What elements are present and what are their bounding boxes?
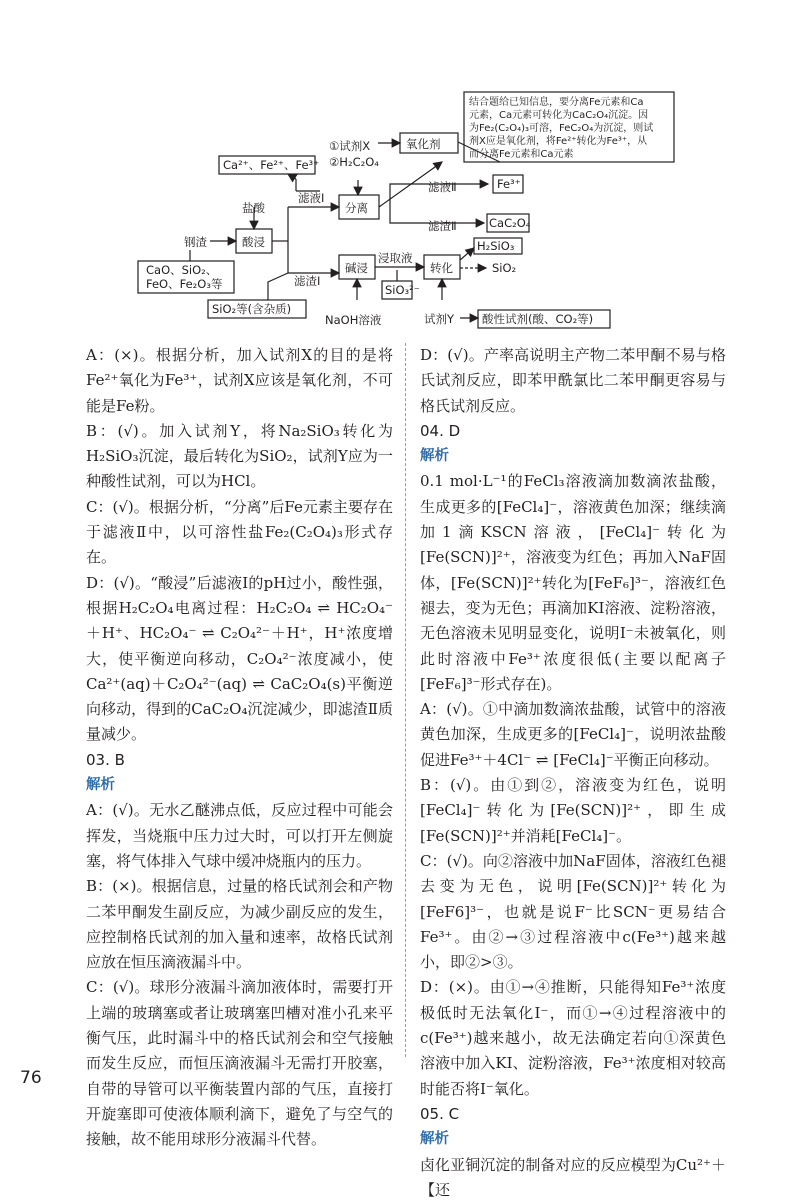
leachate-label: 浸取液 (378, 251, 413, 265)
slag-comp-line-1: CaO、SiO₂、 (146, 263, 217, 277)
slag-label: 钢渣 (184, 235, 207, 249)
note-line-4: 剂X应是氧化剂，将Fe²⁺转化为Fe³⁺，从 (469, 134, 647, 147)
convert-label: 转化 (430, 261, 453, 275)
analysis-heading: 解析 (420, 444, 726, 469)
analysis-heading: 解析 (420, 1127, 726, 1152)
left-column (86, 343, 393, 1153)
answer-paragraph: C：(√)。向②溶液中加NaF固体，溶液红色褪去变为无色，说明[Fe(SCN)]²⁺转化为[FeF6]³⁻，也就是说F⁻比SCN⁻更易结合Fe³⁺。由②→③过程溶液中c(Fe³⁺)越来越小，即②>③。 (420, 849, 726, 975)
acid-reagent-label: 酸性试剂(酸、CO₂等) (482, 312, 593, 326)
sio2-impurity-label: SiO₂等(含杂质) (212, 302, 291, 316)
slag-comp-line-2: FeO、Fe₂O₃等 (146, 277, 222, 291)
question-number: 03. B (86, 748, 393, 773)
answer-paragraph: B：(×)。根据信息，过量的格氏试剂会和产物二苯甲酮发生副反应，为减少副反应的发生，应控制格氏试剂的加入量和速率，故格氏试剂应放在恒压滴液漏斗中。 (86, 874, 393, 975)
answer-paragraph: C：(√)。根据分析，“分离”后Fe元素主要存在于滤液Ⅱ中，以可溶性盐Fe₂(C₂O₄)₃形式存在。 (86, 495, 393, 571)
answer-paragraph: A：(×)。根据分析，加入试剂X的目的是将Fe²⁺氧化为Fe³⁺，试剂X应该是氧化剂，不可能是Fe粉。 (86, 343, 393, 419)
sio2-label: SiO₂ (492, 261, 516, 275)
ions-label: Ca²⁺、Fe²⁺、Fe³⁺ (223, 158, 319, 172)
note-line-3: 为Fe₂(C₂O₄)₃可溶，FeC₂O₄为沉淀，则试 (469, 121, 653, 134)
reagent-x-label: ①试剂X (329, 139, 370, 153)
sio3-label: SiO₃²⁻ (385, 283, 420, 297)
reagent-y-label: 试剂Y (424, 312, 455, 326)
filtrate1-label: 滤液Ⅰ (298, 191, 324, 205)
note-line-2: 元素，Ca元素可转化为CaC₂O₄沉淀。因 (469, 108, 648, 121)
question-number: 05. C (420, 1102, 726, 1127)
answer-paragraph: A：(√)。①中滴加数滴浓盐酸，试管中的溶液黄色加深，生成更多的[FeCl₄]⁻，说明浓盐酸促进Fe³⁺＋4Cl⁻ ⇌ [FeCl₄]⁻平衡正向移动。 (420, 697, 726, 773)
residue2-label: 滤渣Ⅱ (428, 219, 457, 233)
answer-paragraph: D：(×)。由①→④推断，只能得知Fe³⁺浓度极低时无法氧化I⁻，而①→④过程溶液中的c(Fe³⁺)越来越小，故无法确定若向①深黄色溶液中加入KI、淀粉溶液，Fe³⁺浓度相对较高时能否将I⁻氧化。 (420, 975, 726, 1101)
hcl-label: 盐酸 (242, 201, 265, 215)
filtrate2-label: 滤液Ⅱ (428, 180, 457, 194)
process-flow-diagram (0, 0, 800, 340)
h2sio3-label: H₂SiO₃ (477, 239, 515, 253)
analysis-heading: 解析 (86, 773, 393, 798)
answer-paragraph: B：(√)。加入试剂Y，将Na₂SiO₃转化为H₂SiO₃沉淀，最后转化为SiO₂，试剂Y应为一种酸性试剂，可以为HCl。 (86, 419, 393, 495)
right-column (420, 343, 726, 1203)
acid-leach-label: 酸浸 (242, 235, 265, 249)
answer-paragraph: C：(√)。球形分液漏斗滴加液体时，需要打开上端的玻璃塞或者让玻璃塞凹槽对准小孔来平衡气压，此时漏斗中的格氏试剂会和空气接触而发生反应，而恒压滴液漏斗无需打开胶塞，自带的导管可以平衡装置内部的气压，直接打开旋塞即可使液体顺利滴下，避免了与空气的接触，故不能用球形分液漏斗代替。 (86, 975, 393, 1152)
answer-paragraph: B：(√)。由①到②，溶液变为红色，说明[FeCl₄]⁻转化为[Fe(SCN)]²⁺，即生成[Fe(SCN)]²⁺并消耗[FeCl₄]⁻。 (420, 773, 726, 849)
separate-label: 分离 (345, 201, 368, 215)
column-divider (405, 343, 406, 1057)
page-number: 76 (20, 1068, 42, 1088)
naoh-label: NaOH溶液 (325, 313, 382, 327)
question-number: 04. D (420, 419, 726, 444)
answer-paragraph: 卤化亚铜沉淀的制备对应的反应模型为Cu²⁺＋【还 (420, 1153, 726, 1203)
answer-paragraph: D：(√)。产率高说明主产物二苯甲酮不易与格氏试剂反应，即苯甲酰氯比二苯甲酮更容易与格氏试剂反应。 (420, 343, 726, 419)
cac2o4-label: CaC₂O₄ (489, 216, 531, 230)
alkali-leach-label: 碱浸 (345, 261, 368, 275)
note-line-1: 结合题给已知信息，要分离Fe元素和Ca (469, 95, 643, 108)
h2c2o4-label: ②H₂C₂O₄ (329, 155, 379, 169)
answer-paragraph: A：(√)。无水乙醚沸点低，反应过程中可能会挥发，当烧瓶中压力过大时，可以打开左侧旋塞，将气体排入气球中缓冲烧瓶内的压力。 (86, 798, 393, 874)
oxidant-label: 氧化剂 (406, 137, 441, 151)
residue1-label: 滤渣Ⅰ (294, 274, 320, 288)
answer-paragraph: 0.1 mol·L⁻¹的FeCl₃溶液滴加数滴浓盐酸，生成更多的[FeCl₄]⁻，溶液黄色加深；继续滴加1滴KSCN溶液，[FeCl₄]⁻转化为[Fe(SCN)]²⁺，溶液变为红色；再加入NaF固体，[Fe(SCN)]²⁺转化为[FeF₆]³⁻，溶液红色褪去，变为无色；再滴加KI溶液、淀粉溶液，无色溶液未见明显变化，说明I⁻未被氧化，则此时溶液中Fe³⁺浓度很低(主要以配离子[FeF₆]³⁻形式存在)。 (420, 469, 726, 697)
answer-paragraph: D：(√)。“酸浸”后滤液Ⅰ的pH过小，酸性强，根据H₂C₂O₄电离过程：H₂C₂O₄ ⇌ HC₂O₄⁻＋H⁺、HC₂O₄⁻ ⇌ C₂O₄²⁻＋H⁺，H⁺浓度增大，使平衡逆向移动，C₂O₄²⁻浓度减小，使Ca²⁺(aq)＋C₂O₄²⁻(aq) ⇌ CaC₂O₄(s)平衡逆向移动，得到的CaC₂O₄沉淀减少，即滤渣Ⅱ质量减少。 (86, 571, 393, 748)
note-line-5: 而分离Fe元素和Ca元素 (469, 147, 573, 160)
fe3-label: Fe³⁺ (497, 177, 521, 191)
